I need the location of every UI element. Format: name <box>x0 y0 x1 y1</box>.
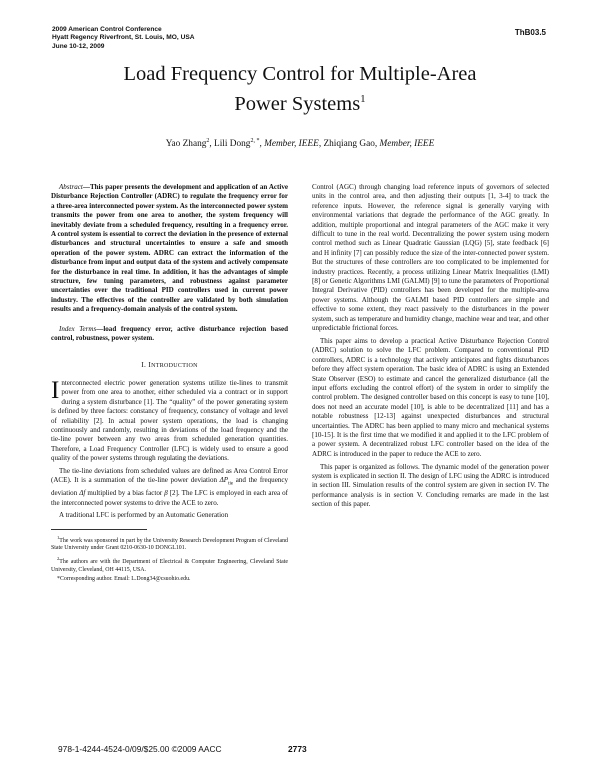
index-terms-text: —load frequency error, active disturbance rejection based control, robustness, power system. <box>51 324 288 343</box>
footnote-3: *Corresponding author. Email: L.Dong34@csuohio.edu. <box>57 576 191 583</box>
p2-part-a: The tie-line deviations from scheduled values are defined as Area Control Error (ACE). It is a summation of the tie-line power deviation <box>51 466 288 485</box>
author-2-role: , Member, IEEE <box>259 139 319 150</box>
author-2: , Lili Dong <box>209 139 251 150</box>
section-rest: NTRODUCTION <box>151 362 198 369</box>
paper-title <box>50 62 550 117</box>
footnote-2-text: The authors are with the Department of Electrical & Computer Engineering, Cleveland State University, Cleveland, OH 44115, USA. <box>51 558 288 573</box>
section-heading-introduction <box>51 360 288 371</box>
author-3-role: Member, IEEE <box>379 139 435 150</box>
p2-symbol-delta-p: ΔP <box>219 476 229 485</box>
drop-cap: I <box>51 376 60 404</box>
intro-paragraph-3: A traditional LFC is performed by an Automatic Generation <box>59 511 229 520</box>
conference-name: 2009 American Control Conference <box>52 26 162 33</box>
author-list <box>50 138 550 149</box>
title-line-2: Power Systems <box>234 92 361 115</box>
title-footnote-mark: 1 <box>360 93 366 105</box>
section-cap: I <box>148 359 152 369</box>
author-1-affil: 2 <box>206 138 210 144</box>
left-column <box>51 183 288 586</box>
right-paragraph-1: Control (AGC) through changing load reference inputs of governors of selected units in the control area, and then adjusting their outputs [1, 3-4] to track the reference inputs. However, the reference signal is generally varying with environmental variations that degrade the performance of the AGC greatly. In addition, multiple proportional and integral parameters of the AGC make it very difficult to tune in the real world. Decentralizing the power system using modern control method such as Linear Quadratic Gaussian (LQG) [5], state feedback [6] and H infinity [7] can possibly reduce the size of the inter-connected power system. But the structures of these controllers are too complicated to be implemented for industry practices. Recently, a process utilizing Linear Matrix Inequalities (LMI) [8] or Genetic Algorithms LMI (GALMI) [9] to tune the parameters of Proportional Integral Derivative (PID) controllers has been developed for the multiple-area power systems. Although the GALMI based PID controllers are simple and effective to some extent, they react passively to the disturbances in the power system, such as temperature and humidity change, machine wear and tear, and other unpredictable frictional forces. <box>312 183 549 333</box>
footnote-2 <box>51 555 288 574</box>
abstract <box>51 183 288 315</box>
right-column <box>312 183 549 513</box>
author-3: , Zhiqiang Gao, <box>318 139 380 150</box>
section-numeral: I. <box>141 359 147 369</box>
page-number: 2773 <box>288 744 307 754</box>
p2-part-b: and the frequency deviation <box>51 476 288 498</box>
p2-part-d: [2]. The LFC is employed in each area of the interconnected power systems to drive the ACE to zero. <box>51 489 288 507</box>
p2-symbol-sub: tie <box>228 481 234 487</box>
intro-paragraph-2 <box>51 467 288 508</box>
footer-isbn: 978-1-4244-4524-0/09/$25.00 ©2009 AACC <box>58 744 222 754</box>
intro-p1-text: nterconnected electric power generation systems utilize tie-lines to transmit power from one area to another, either scheduled via a contract or in support during a system disturbance [1]. The “quality” of the power generating system is defined by three factors: constancy of frequency, constancy of voltage and level of reliability [2]. In actual power system operations, the load is changing continuously and randomly, resulting in deviations of the load frequency and the tie-line power between any two areas from scheduled generation quantities. Therefore, a Load Frequency Controller (LFC) is widely used to ensure a good quality of the power systems through regulating the deviations. <box>51 378 288 463</box>
footnote-1-mark: 1 <box>57 534 60 540</box>
title-line-1: Load Frequency Control for Multiple-Area <box>123 63 477 85</box>
right-paragraph-2: This paper aims to develop a practical Active Disturbance Rejection Control (ADRC) solution to solve the LFC problem. Compared to conventional PID controllers, ADRC is a technology that actively anticipates and fights disturbances before they affect system operation. The basic idea of ADRC is using an Extended State Observer (ESO) to estimate and cancel the generalized disturbance (all the input efforts excluding the control effort) of the system in order to simplify the control problem. The designed controller based on this concept is easy to tune [10], does not need an accurate model [10], is able to be decentralized [11] and has a notable robustness [12-13] against unexpected disturbances and structural uncertainties. The ADRC has been applied to many micro and mechanical systems [10-15]. It is the first time that we modified it and applied it to the LFC problem of a power system. A decentralized robust LFC controller based on the idea of the ADRC is introduced in the paper to reduce the ACE to zero. <box>312 336 549 458</box>
session-code: ThB03.5 <box>514 28 546 37</box>
footnote-1 <box>51 534 288 553</box>
p2-symbol-delta-f: Δf <box>79 489 86 498</box>
index-terms-label: Index Terms <box>59 324 97 333</box>
author-1: Yao Zhang <box>165 139 207 150</box>
conference-header <box>52 26 195 51</box>
conference-dates: June 10-12, 2009 <box>52 42 105 50</box>
index-terms <box>51 325 288 344</box>
footnote-2-mark: 2 <box>57 555 60 561</box>
conference-venue: Hyatt Regency Riverfront, St. Louis, MO, USA <box>52 34 195 42</box>
abstract-text: —This paper presents the development and application of an Active Disturbance Rejection Controller (ADRC) to regulate the frequency error for a three-area interconnected power system. As the interconnected power system transmits the power from one area to another, the system frequency will inevitably deviate from a scheduled frequency, resulting in a frequency error. A control system is essential to correct the deviation in the presence of external disturbances and structural uncertainties to ensure a safe and smooth operation of the power system. ADRC can extract the information of the disturbance from input and output data of the system and actively compensate for the disturbance in real time. In addition, it has the advantages of simple structure, few tuning parameters, and robustness against parameter uncertainties over the traditional PID controllers used in current power industry. The effectives of the controller are validated by both simulation results and a frequency-domain analysis of the control system. <box>51 183 288 314</box>
p2-part-c: multiplied by a bias factor <box>85 489 165 498</box>
intro-paragraph-1 <box>51 376 288 464</box>
author-2-affil: 2, * <box>250 138 260 144</box>
right-paragraph-3: This paper is organized as follows. The dynamic model of the generation power system is explicated in section II. The design of LFC using the ADRC is introduced in section III. Simulation results of the control system are given in section IV. The performance analysis is in section V. Concluding remarks are made in the last section of this paper. <box>312 462 549 509</box>
p2-symbol-beta: β <box>164 489 168 498</box>
abstract-label: Abstract <box>59 183 83 191</box>
footnote-divider <box>51 529 147 530</box>
footnote-1-text: The work was sponsored in part by the University Research Development Program of Cleveland State University under Grant 0210-0630-10 DONGL101. <box>51 537 288 552</box>
